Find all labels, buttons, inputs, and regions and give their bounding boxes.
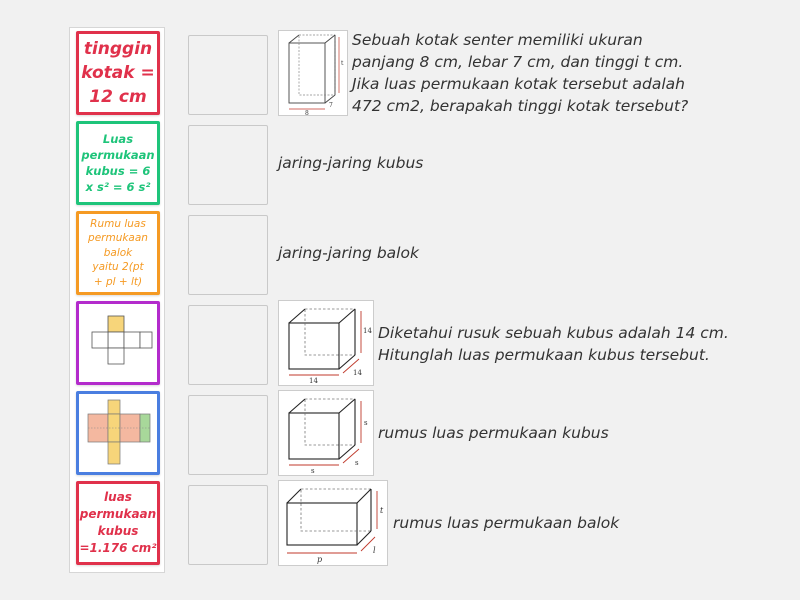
tile-rumus-balok[interactable] — [76, 211, 160, 295]
tile-label: Luas permukaan kubus = 6 x s² = 6 s² — [81, 132, 155, 194]
drop-zone-2[interactable] — [188, 125, 268, 205]
question-2-text: jaring-jaring kubus — [278, 154, 424, 172]
question-1-image — [278, 30, 348, 116]
drop-zone-5[interactable] — [188, 395, 268, 475]
tile-luas-kubus[interactable] — [76, 481, 160, 565]
drop-zone-6[interactable] — [188, 485, 268, 565]
drop-zone-1[interactable] — [188, 35, 268, 115]
tile-tinggi-kotak[interactable] — [76, 31, 160, 115]
q4-depth-label: 14 — [353, 369, 362, 377]
question-5-text: rumus luas permukaan kubus — [378, 424, 609, 442]
cube-net-image — [82, 313, 154, 373]
q4-right-label: 14 — [363, 327, 372, 335]
cuboid-net-image — [82, 398, 154, 468]
tile-label: Rumu luas permukaan balok yaitu 2(pt + pl + lt) — [88, 217, 148, 288]
q5-bottom-label: s — [311, 467, 315, 475]
question-1-text: Sebuah kotak senter memiliki ukuran panjang 8 cm, lebar 7 cm, dan tinggi t cm. Jika luas permukaan kotak tersebut adalah 472 cm2, berapakah tinggi kotak tersebut? — [352, 31, 689, 115]
q4-bottom-label: 14 — [309, 377, 318, 385]
drop-zone-3[interactable] — [188, 215, 268, 295]
q1-width-label: 8 — [305, 110, 309, 115]
q5-right-label: s — [364, 419, 368, 427]
question-6-image — [278, 480, 388, 566]
question-4-image — [278, 300, 374, 386]
q6-height-label: t — [380, 506, 384, 515]
tile-rumus-kubus[interactable] — [76, 121, 160, 205]
tile-jaring-balok[interactable] — [76, 391, 160, 475]
question-6-text: rumus luas permukaan balok — [393, 514, 620, 532]
question-3-text: jaring-jaring balok — [278, 244, 419, 262]
tile-label: luas permukaan kubus =1.176 cm² — [79, 490, 157, 555]
q1-height-label: t — [341, 60, 344, 67]
q6-length-label: p — [317, 555, 323, 564]
question-5-image — [278, 390, 374, 476]
q6-width-label: l — [373, 546, 376, 555]
drop-zone-4[interactable] — [188, 305, 268, 385]
question-4-text: Diketahui rusuk sebuah kubus adalah 14 cm. Hitunglah luas permukaan kubus tersebut. — [378, 324, 729, 364]
tile-label: tinggin kotak = 12 cm — [81, 39, 155, 107]
q5-depth-label: s — [355, 459, 359, 467]
tile-jaring-kubus[interactable] — [76, 301, 160, 385]
answer-tiles-panel — [69, 27, 165, 573]
q1-depth-label: 7 — [329, 102, 333, 109]
